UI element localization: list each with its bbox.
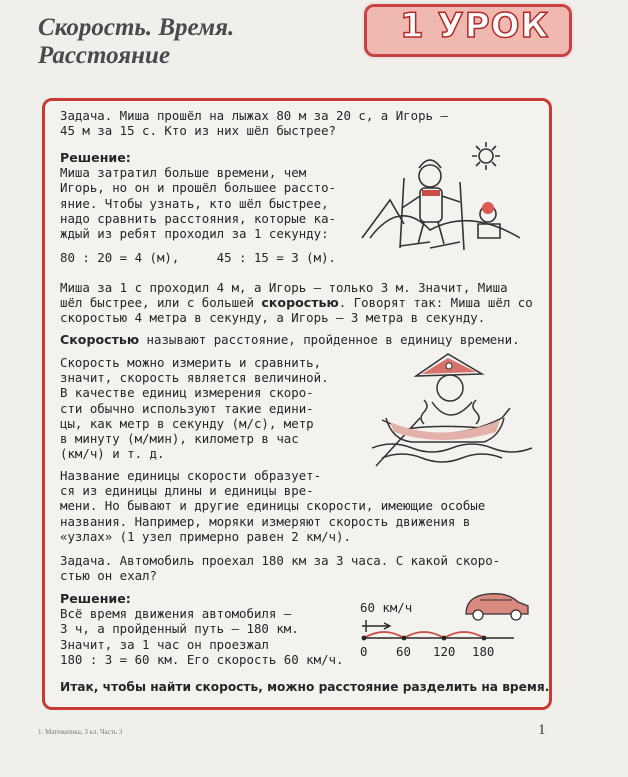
tick-label: 120 xyxy=(433,644,456,659)
units-line: значит, скорость является величиной. xyxy=(60,370,329,386)
lesson-label: 1 УРОК xyxy=(400,6,550,46)
page-number: 1 xyxy=(538,722,546,738)
speed-label: 60 км/ч xyxy=(360,600,413,615)
title-line-1: Скорость. Время. xyxy=(38,14,235,41)
definition-term: Скоростью xyxy=(60,332,140,347)
problem-1-line-2: 45 м за 15 с. Кто из них шёл быстрее? xyxy=(60,123,337,139)
solution-1-line: Игорь, но он и прошёл большее рассто- xyxy=(60,180,337,196)
units-line: цы, как метр в секунду (м/с), метр xyxy=(60,415,314,431)
problem-2-line-1: Задача. Автомобиль проехал 180 км за 3 часа. С какой скоро- xyxy=(60,553,501,568)
solution-2-heading: Решение: xyxy=(60,591,131,606)
solution-2-line: Всё время движения автомобиля — xyxy=(60,606,292,622)
tick-label: 0 xyxy=(360,644,368,659)
units-line: (км/ч) и т. д. xyxy=(60,446,165,462)
units-line: в минуту (м/мин), километр в час xyxy=(60,431,299,447)
explanation-line-2 xyxy=(60,295,533,310)
solution-2 xyxy=(60,591,343,667)
solution-2-line: 180 : 3 = 60 км. Его скорость 60 км/ч. xyxy=(60,651,344,667)
tick-label: 60 xyxy=(396,644,411,659)
naming-paragraph xyxy=(60,468,485,544)
units-line: Скорость можно измерить и сравнить, xyxy=(60,355,322,370)
definition xyxy=(60,332,520,347)
problem-2-line-2: стью он ехал? xyxy=(60,568,157,584)
number-line-diagram xyxy=(356,598,526,668)
units-line: В качестве единиц измерения скоро- xyxy=(60,385,314,401)
solution-2-line: 3 ч, а пройденный путь — 180 км. xyxy=(60,621,299,637)
explanation-text: . Говорят так: Миша шёл со xyxy=(338,295,533,311)
explanation-line-3: скоростью 4 метра в секунду, а Игорь — 3 метра в секунду. xyxy=(60,310,486,326)
explanation xyxy=(60,280,533,326)
explanation-line-1: Миша за 1 с проходил 4 м, а Игорь — только 3 м. Значит, Миша xyxy=(60,280,508,295)
tick-label: 180 xyxy=(472,644,495,659)
solution-1-heading: Решение: xyxy=(60,150,131,165)
naming-line: названия. Например, моряки измеряют скорость движения в xyxy=(60,513,471,529)
naming-line: ся из единицы длины и единицы вре- xyxy=(60,483,314,499)
title-line-2: Расстояние xyxy=(38,42,171,69)
solution-1-line: ждый из ребят проходил за 1 секунду: xyxy=(60,226,329,242)
naming-line: Название единицы скорости образует- xyxy=(60,468,322,483)
naming-line: мени. Но бывают и другие единицы скорости, имеющие особые xyxy=(60,498,486,514)
page-title xyxy=(38,14,234,70)
sailor-boat-illustration xyxy=(372,348,542,468)
units-paragraph xyxy=(60,355,329,461)
solution-1 xyxy=(60,150,336,265)
units-line: сти обычно используют такие едини- xyxy=(60,400,314,416)
problem-1-line-1: Задача. Миша прошёл на лыжах 80 м за 20 с, а Игорь — xyxy=(60,108,448,123)
problem-2 xyxy=(60,553,500,583)
solution-1-calculation: 80 : 20 = 4 (м), 45 : 15 = 3 (м). xyxy=(60,250,337,266)
explanation-text: шёл быстрее, или с большей xyxy=(60,295,262,311)
problem-1 xyxy=(60,108,448,138)
naming-line: «узлах» (1 узел примерно равен 2 км/ч). xyxy=(60,528,351,544)
footer-source: 1. Математика, 3 кл. Часть 3 xyxy=(38,728,123,736)
definition-text: называют расстояние, пройденное в единицу времени. xyxy=(139,332,520,347)
speed-term: скоростью xyxy=(261,295,339,311)
solution-1-line: Миша затратил больше времени, чем xyxy=(60,165,307,181)
solution-1-line: яние. Чтобы узнать, кто шёл быстрее, xyxy=(60,195,329,211)
solution-2-line: Значит, за 1 час он проезжал xyxy=(60,636,269,652)
solution-1-line: надо сравнить расстояния, которые ка- xyxy=(60,210,337,226)
skiers-illustration xyxy=(360,138,530,258)
conclusion: Итак, чтобы найти скорость, можно расстояние разделить на время. xyxy=(60,680,550,694)
